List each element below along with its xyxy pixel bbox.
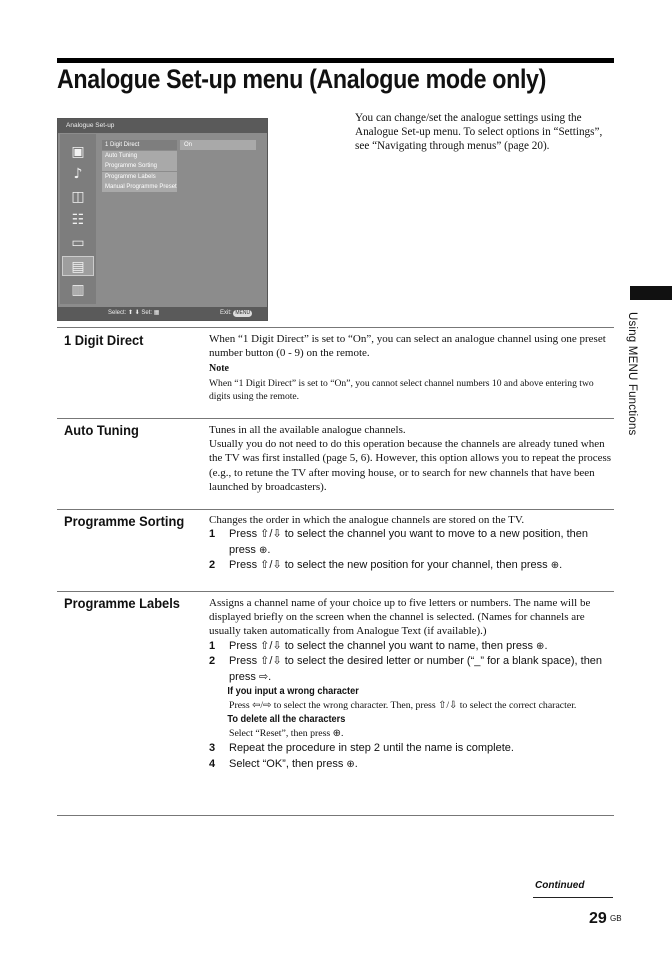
sorting-step-1: 1 Press ⇧/⇩ to select the channel you want to move to a new position, then press ⊕.	[209, 527, 613, 558]
section-divider	[57, 591, 614, 592]
auto-tuning-text: Tunes in all the available analogue channels.	[209, 424, 406, 436]
step-number: 2	[209, 655, 216, 668]
section-title-digit-direct: 1 Digit Direct	[64, 332, 144, 348]
section-divider	[57, 327, 614, 328]
sub-heading-delete-all: To delete all the characters	[227, 714, 346, 726]
section-title-programme-sorting: Programme Sorting	[64, 513, 185, 529]
labels-step-3	[209, 741, 613, 757]
section-divider	[57, 815, 614, 816]
step-number: 2	[209, 559, 216, 572]
digit-direct-text: When “1 Digit Direct” is set to “On”, you can select an analogue channel using one preset number button (0 - 9) on the remote.	[209, 333, 606, 360]
step-text: Press ⇧/⇩ to select the channel you want to name, then press	[229, 639, 533, 652]
features-icon: ☷	[71, 212, 85, 228]
footer-exit-label: Exit:	[220, 310, 232, 316]
digital-setup-icon: ▥	[71, 282, 85, 298]
sorting-text: Changes the order in which the analogue channels are stored on the TV.	[209, 514, 525, 526]
music-note-icon: ♪	[73, 166, 83, 182]
menu-item-auto-tuning: Auto Tuning	[102, 151, 177, 161]
footer-select-hint: Select: ⬆ ⬇ Set: ▦	[108, 310, 160, 316]
side-tab-marker	[630, 286, 672, 300]
tv-menu-screenshot	[57, 118, 268, 321]
ok-button-icon: ⊕	[332, 728, 342, 740]
menu-item-programme-sorting: Programme Sorting	[102, 161, 177, 171]
step-number: 4	[209, 757, 216, 770]
menu-item-manual-preset: Manual Programme Preset	[102, 182, 177, 192]
menu-item-programme-labels: Programme Labels	[102, 172, 177, 182]
screen-settings-icon: ◫	[71, 189, 85, 205]
step-number: 3	[209, 742, 216, 755]
pc-icon: ▭	[71, 235, 85, 251]
side-tab-label: Using MENU Functions	[626, 312, 638, 436]
labels-text: Assigns a channel name of your choice up to five letters or numbers. The name will be displayed briefly on the screen when the channel is selected. (Names for channels are usually taken automatically from Analogue Text (if available).)	[209, 597, 591, 638]
sub-text-delete-all: Select “Reset”, then press ⊕.	[229, 728, 344, 740]
note-heading: Note	[209, 363, 229, 375]
step-text: Press ⇧/⇩ to select the channel you want to move to a new position, then press	[229, 528, 589, 556]
section-title-auto-tuning: Auto Tuning	[64, 422, 139, 438]
screen-menu	[102, 140, 256, 193]
step-number: 1	[209, 639, 216, 652]
page-number: 29	[589, 910, 607, 927]
section-divider	[57, 418, 614, 419]
analogue-setup-icon: ▤	[62, 256, 94, 276]
ok-button-icon: ⊕	[536, 640, 545, 652]
continued-rule	[533, 897, 613, 898]
screen-footer	[58, 307, 267, 320]
screen-header: Analogue Set-up	[58, 119, 267, 133]
section-title-programme-labels: Programme Labels	[64, 595, 180, 611]
step-text: Press ⇧/⇩ to select the new position for your channel, then press	[229, 559, 548, 572]
note-text: When “1 Digit Direct” is set to “On”, you cannot select channel numbers 10 and above entering two digits using the remote.	[209, 377, 594, 402]
ok-button-icon: ⊕	[550, 560, 560, 572]
labels-step-4: 4 Select “OK”, then press ⊕.	[209, 757, 613, 773]
intro-text: You can change/set the analogue settings using the Analogue Set-up menu. To select options in “Settings”, see “Navigating through menus” (page 20).	[355, 112, 603, 153]
ok-button-icon: ⊕	[258, 544, 268, 556]
footer-exit-hint	[220, 307, 252, 320]
menu-item-value: On	[180, 140, 256, 150]
auto-tuning-text-2: Usually you do not need to do this operation because the channels are already tuned when the TV was first installed (page 5, 6). However, this option allows you to repeat the process (e.g., to retune the TV after moving house, or to search for new channels that have been launched by broadcasters).	[209, 438, 612, 493]
step-number: 1	[209, 528, 216, 541]
continued-label: Continued	[535, 880, 585, 891]
ok-button-icon: ⊕	[346, 758, 355, 770]
section-body-auto-tuning	[209, 423, 613, 494]
labels-step-2	[209, 654, 613, 685]
page-suffix: GB	[610, 914, 622, 923]
step-text: Press ⇧/⇩ to select the desired letter or number (“_” for a blank space), then press ⇨.	[229, 655, 603, 683]
page-title: Analogue Set-up menu (Analogue mode only)	[57, 64, 547, 94]
section-divider	[57, 509, 614, 510]
sorting-step-2: 2 Press ⇧/⇩ to select the new position for your channel, then press ⊕.	[209, 558, 613, 574]
section-body-programme-labels	[209, 596, 613, 772]
sub-text: Select “Reset”, then press	[229, 728, 331, 740]
sub-text-wrong-character: Press ⇦/⇨ to select the wrong character. Then, press ⇧/⇩ to select the correct character.	[229, 700, 577, 712]
picture-icon: ▣	[71, 144, 85, 160]
menu-item-label: 1 Digit Direct	[105, 142, 140, 148]
screen-icon-column	[60, 134, 96, 304]
section-body-digit-direct	[209, 332, 613, 403]
sub-heading-wrong-character: If you input a wrong character	[227, 686, 359, 698]
labels-step-1: 1 Press ⇧/⇩ to select the channel you want to name, then press ⊕.	[209, 639, 613, 655]
step-text: Select “OK”, then press	[229, 757, 344, 770]
section-body-programme-sorting	[209, 513, 613, 574]
title-rule	[57, 58, 614, 63]
menu-item-1-digit-direct	[102, 140, 193, 150]
step-text: Repeat the procedure in step 2 until the name is complete.	[229, 742, 514, 755]
menu-button-icon: MENU	[235, 310, 251, 316]
